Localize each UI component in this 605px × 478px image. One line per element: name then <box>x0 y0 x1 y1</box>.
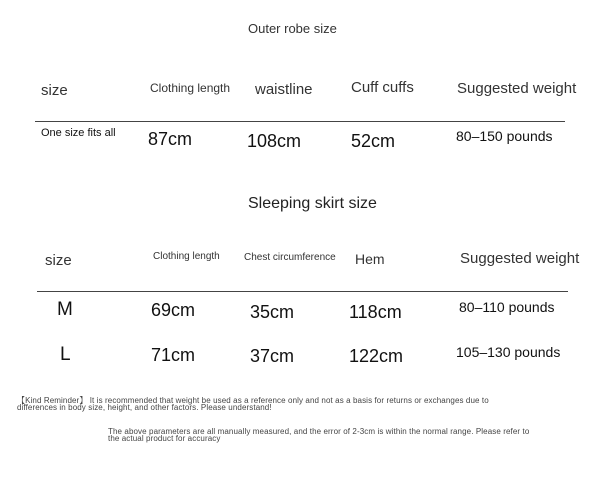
robe-cell-size: One size fits all <box>41 127 116 139</box>
skirt-table-title: Sleeping skirt size <box>248 195 377 212</box>
skirt-row-m-suggested-weight: 80–110 pounds <box>459 299 555 315</box>
skirt-row-l-suggested-weight: 105–130 pounds <box>456 344 561 360</box>
skirt-row-m-clothing-length: 69cm <box>151 300 196 320</box>
measurement-note-line1: The above parameters are all manually measured, and the error of 2-3cm is within the normal range. Please refer to <box>108 427 530 436</box>
skirt-header-hem: Hem <box>355 251 385 267</box>
skirt-header-suggested-weight: Suggested weight <box>460 250 580 267</box>
robe-cell-clothing-length: 87cm <box>148 129 193 149</box>
skirt-row-m-size: M <box>57 299 73 320</box>
skirt-header-size: size <box>45 252 72 269</box>
skirt-row-l-hem: 122cm <box>349 346 404 366</box>
robe-cell-suggested-weight: 80–150 pounds <box>456 128 553 144</box>
skirt-header-divider <box>37 291 568 292</box>
robe-cell-waistline: 108cm <box>247 131 302 151</box>
skirt-header-chest-circumference: Chest circumference <box>244 252 336 263</box>
robe-header-size: size <box>41 82 68 99</box>
robe-header-waistline: waistline <box>255 81 313 98</box>
skirt-row-l-clothing-length: 71cm <box>151 345 196 365</box>
skirt-row-l-chest: 37cm <box>250 346 295 366</box>
robe-cell-cuff: 52cm <box>351 131 396 151</box>
skirt-row-m-hem: 118cm <box>349 302 402 322</box>
robe-header-divider <box>35 121 565 122</box>
measurement-note-line2: the actual product for accuracy <box>108 434 221 443</box>
robe-header-clothing-length: Clothing length <box>150 81 231 95</box>
kind-reminder-line2: differences in body size, height, and other factors. Please understand! <box>17 403 272 412</box>
skirt-row-m-chest: 35cm <box>250 302 295 322</box>
robe-header-cuff: Cuff cuffs <box>351 79 414 96</box>
skirt-row-l-size: L <box>60 344 71 365</box>
skirt-header-clothing-length: Clothing length <box>153 251 220 262</box>
robe-header-suggested-weight: Suggested weight <box>457 80 577 97</box>
robe-table-title: Outer robe size <box>248 21 337 36</box>
kind-reminder-line1: 【Kind Reminder】 It is recommended that weight be used as a reference only and not as a basis for returns or exchanges due to <box>17 396 489 405</box>
